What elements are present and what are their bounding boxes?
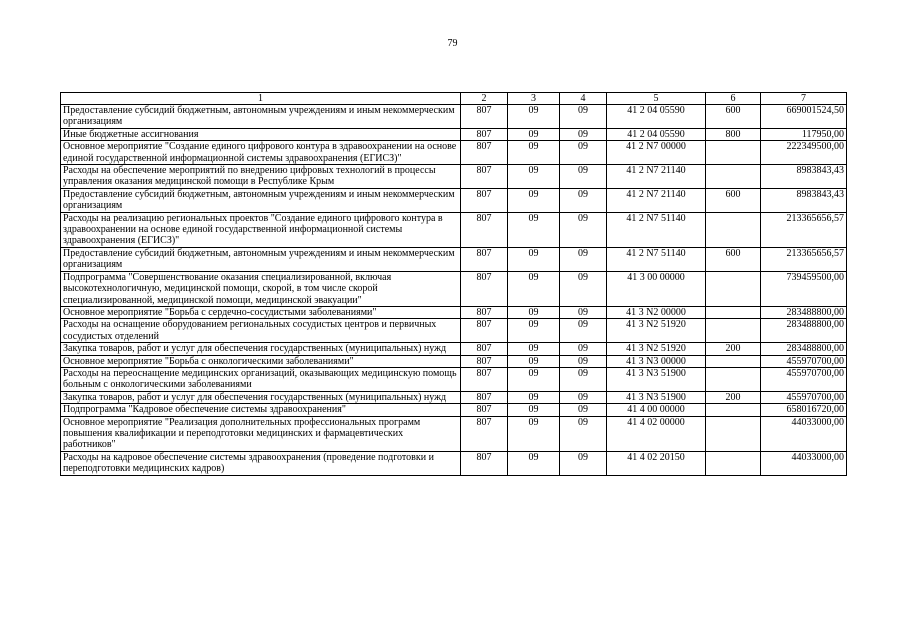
row-name-cell: Предоставление субсидий бюджетным, автономным учреждениям и иным некоммерческим организациям <box>61 247 461 271</box>
row-expense-type-cell <box>706 306 761 318</box>
row-expense-type-cell <box>706 319 761 343</box>
row-target-article-cell: 41 3 N3 51900 <box>607 367 706 391</box>
row-target-article-cell: 41 2 N7 51140 <box>607 212 706 247</box>
row-amount-cell: 455970700,00 <box>761 367 847 391</box>
row-amount-cell: 739459500,00 <box>761 271 847 306</box>
table-row <box>61 404 847 416</box>
table-row <box>61 391 847 403</box>
row-amount-cell: 455970700,00 <box>761 391 847 403</box>
row-target-article-cell: 41 3 N2 00000 <box>607 306 706 318</box>
row-name-cell: Основное мероприятие "Борьба с онкологическими заболеваниями" <box>61 355 461 367</box>
row-section-cell: 09 <box>508 343 560 355</box>
row-subsection-cell: 09 <box>560 416 607 451</box>
row-amount-cell: 222349500,00 <box>761 141 847 165</box>
table-row <box>61 451 847 475</box>
table-row <box>61 105 847 129</box>
row-amount-cell: 44033000,00 <box>761 416 847 451</box>
table-row <box>61 141 847 165</box>
row-expense-type-cell: 600 <box>706 188 761 212</box>
row-subsection-cell: 09 <box>560 319 607 343</box>
row-section-cell: 09 <box>508 306 560 318</box>
row-subsection-cell: 09 <box>560 451 607 475</box>
row-target-article-cell: 41 2 04 05590 <box>607 105 706 129</box>
row-subsection-cell: 09 <box>560 141 607 165</box>
row-name-cell: Закупка товаров, работ и услуг для обеспечения государственных (муниципальных) нужд <box>61 343 461 355</box>
row-amount-cell: 283488800,00 <box>761 306 847 318</box>
column-header: 2 <box>461 93 508 105</box>
row-target-article-cell: 41 3 N2 51920 <box>607 343 706 355</box>
row-subsection-cell: 09 <box>560 404 607 416</box>
row-expense-type-cell <box>706 404 761 416</box>
row-target-article-cell: 41 3 N3 51900 <box>607 391 706 403</box>
row-amount-cell: 455970700,00 <box>761 355 847 367</box>
table-row <box>61 355 847 367</box>
column-header: 1 <box>61 93 461 105</box>
table-row <box>61 271 847 306</box>
row-section-cell: 09 <box>508 319 560 343</box>
row-code-cell: 807 <box>461 165 508 189</box>
row-section-cell: 09 <box>508 404 560 416</box>
row-name-cell: Расходы на переоснащение медицинских организаций, оказывающих медицинскую помощь больным с онкологическими заболеваниями <box>61 367 461 391</box>
row-target-article-cell: 41 4 02 00000 <box>607 416 706 451</box>
row-section-cell: 09 <box>508 165 560 189</box>
row-code-cell: 807 <box>461 319 508 343</box>
row-name-cell: Основное мероприятие "Борьба с сердечно-сосудистыми заболеваниями" <box>61 306 461 318</box>
row-name-cell: Иные бюджетные ассигнования <box>61 128 461 140</box>
row-code-cell: 807 <box>461 451 508 475</box>
table-row <box>61 188 847 212</box>
row-target-article-cell: 41 3 N3 00000 <box>607 355 706 367</box>
row-expense-type-cell <box>706 212 761 247</box>
row-name-cell: Расходы на реализацию региональных проектов "Создание единого цифрового контура в здравоохранении на основе единой государственной информационной системы здравоохранения (ЕГИСЗ)" <box>61 212 461 247</box>
row-name-cell: Расходы на оснащение оборудованием региональных сосудистых центров и первичных сосудистых отделений <box>61 319 461 343</box>
row-section-cell: 09 <box>508 416 560 451</box>
row-expense-type-cell <box>706 451 761 475</box>
row-name-cell: Подпрограмма "Совершенствование оказания специализированной, включая высокотехнологичную, медицинской помощи, скорой, в том числе скорой специализированной, медицинской помощи, медицинской эвакуации" <box>61 271 461 306</box>
row-subsection-cell: 09 <box>560 188 607 212</box>
row-subsection-cell: 09 <box>560 212 607 247</box>
row-amount-cell: 8983843,43 <box>761 165 847 189</box>
row-expense-type-cell <box>706 367 761 391</box>
row-amount-cell: 669001524,50 <box>761 105 847 129</box>
row-target-article-cell: 41 4 00 00000 <box>607 404 706 416</box>
column-header: 7 <box>761 93 847 105</box>
row-target-article-cell: 41 2 N7 00000 <box>607 141 706 165</box>
table-row <box>61 416 847 451</box>
row-amount-cell: 8983843,43 <box>761 188 847 212</box>
row-target-article-cell: 41 2 N7 51140 <box>607 247 706 271</box>
row-target-article-cell: 41 4 02 20150 <box>607 451 706 475</box>
row-subsection-cell: 09 <box>560 306 607 318</box>
row-amount-cell: 44033000,00 <box>761 451 847 475</box>
column-header: 6 <box>706 93 761 105</box>
row-subsection-cell: 09 <box>560 271 607 306</box>
row-name-cell: Предоставление субсидий бюджетным, автономным учреждениям и иным некоммерческим организациям <box>61 188 461 212</box>
row-subsection-cell: 09 <box>560 247 607 271</box>
row-amount-cell: 213365656,57 <box>761 247 847 271</box>
table-row <box>61 319 847 343</box>
row-code-cell: 807 <box>461 404 508 416</box>
row-section-cell: 09 <box>508 271 560 306</box>
table-row <box>61 306 847 318</box>
row-subsection-cell: 09 <box>560 165 607 189</box>
budget-table <box>60 92 847 476</box>
row-section-cell: 09 <box>508 367 560 391</box>
row-name-cell: Основное мероприятие "Реализация дополнительных профессиональных программ повышения квалификации и переподготовки медицинских и фармацевтических работников" <box>61 416 461 451</box>
row-expense-type-cell <box>706 271 761 306</box>
row-name-cell: Расходы на кадровое обеспечение системы здравоохранения (проведение подготовки и переподготовки медицинских кадров) <box>61 451 461 475</box>
row-code-cell: 807 <box>461 247 508 271</box>
row-section-cell: 09 <box>508 212 560 247</box>
row-expense-type-cell <box>706 355 761 367</box>
row-amount-cell: 283488800,00 <box>761 343 847 355</box>
row-amount-cell: 283488800,00 <box>761 319 847 343</box>
row-code-cell: 807 <box>461 212 508 247</box>
row-expense-type-cell: 600 <box>706 247 761 271</box>
column-header: 5 <box>607 93 706 105</box>
row-amount-cell: 213365656,57 <box>761 212 847 247</box>
row-target-article-cell: 41 2 N7 21140 <box>607 188 706 212</box>
row-expense-type-cell <box>706 165 761 189</box>
row-subsection-cell: 09 <box>560 105 607 129</box>
row-subsection-cell: 09 <box>560 355 607 367</box>
row-section-cell: 09 <box>508 188 560 212</box>
page-number: 79 <box>447 38 458 49</box>
row-expense-type-cell: 200 <box>706 343 761 355</box>
row-expense-type-cell <box>706 141 761 165</box>
row-code-cell: 807 <box>461 105 508 129</box>
row-expense-type-cell: 600 <box>706 105 761 129</box>
table-row <box>61 343 847 355</box>
row-code-cell: 807 <box>461 367 508 391</box>
table-row <box>61 165 847 189</box>
row-subsection-cell: 09 <box>560 128 607 140</box>
row-section-cell: 09 <box>508 247 560 271</box>
row-code-cell: 807 <box>461 306 508 318</box>
row-target-article-cell: 41 2 N7 21140 <box>607 165 706 189</box>
row-section-cell: 09 <box>508 141 560 165</box>
table-row <box>61 367 847 391</box>
row-target-article-cell: 41 2 04 05590 <box>607 128 706 140</box>
header-row <box>61 93 847 105</box>
row-section-cell: 09 <box>508 451 560 475</box>
row-code-cell: 807 <box>461 391 508 403</box>
row-code-cell: 807 <box>461 188 508 212</box>
row-name-cell: Расходы на обеспечение мероприятий по внедрению цифровых технологий в процессы управления оказания медицинской помощи в Республике Крым <box>61 165 461 189</box>
row-subsection-cell: 09 <box>560 391 607 403</box>
row-section-cell: 09 <box>508 355 560 367</box>
table-row <box>61 247 847 271</box>
row-target-article-cell: 41 3 00 00000 <box>607 271 706 306</box>
table-row <box>61 212 847 247</box>
row-expense-type-cell: 200 <box>706 391 761 403</box>
row-code-cell: 807 <box>461 128 508 140</box>
column-header: 4 <box>560 93 607 105</box>
column-header: 3 <box>508 93 560 105</box>
row-name-cell: Подпрограмма "Кадровое обеспечение системы здравоохранения" <box>61 404 461 416</box>
row-code-cell: 807 <box>461 343 508 355</box>
row-code-cell: 807 <box>461 416 508 451</box>
row-section-cell: 09 <box>508 105 560 129</box>
row-code-cell: 807 <box>461 141 508 165</box>
row-code-cell: 807 <box>461 355 508 367</box>
row-name-cell: Основное мероприятие "Создание единого цифрового контура в здравоохранении на основе единой государственной информационной системы здравоохранения (ЕГИСЗ)" <box>61 141 461 165</box>
row-subsection-cell: 09 <box>560 343 607 355</box>
row-amount-cell: 117950,00 <box>761 128 847 140</box>
row-subsection-cell: 09 <box>560 367 607 391</box>
row-code-cell: 807 <box>461 271 508 306</box>
row-name-cell: Предоставление субсидий бюджетным, автономным учреждениям и иным некоммерческим организациям <box>61 105 461 129</box>
table-row <box>61 128 847 140</box>
row-expense-type-cell <box>706 416 761 451</box>
row-section-cell: 09 <box>508 391 560 403</box>
row-target-article-cell: 41 3 N2 51920 <box>607 319 706 343</box>
row-amount-cell: 658016720,00 <box>761 404 847 416</box>
row-name-cell: Закупка товаров, работ и услуг для обеспечения государственных (муниципальных) нужд <box>61 391 461 403</box>
row-section-cell: 09 <box>508 128 560 140</box>
row-expense-type-cell: 800 <box>706 128 761 140</box>
